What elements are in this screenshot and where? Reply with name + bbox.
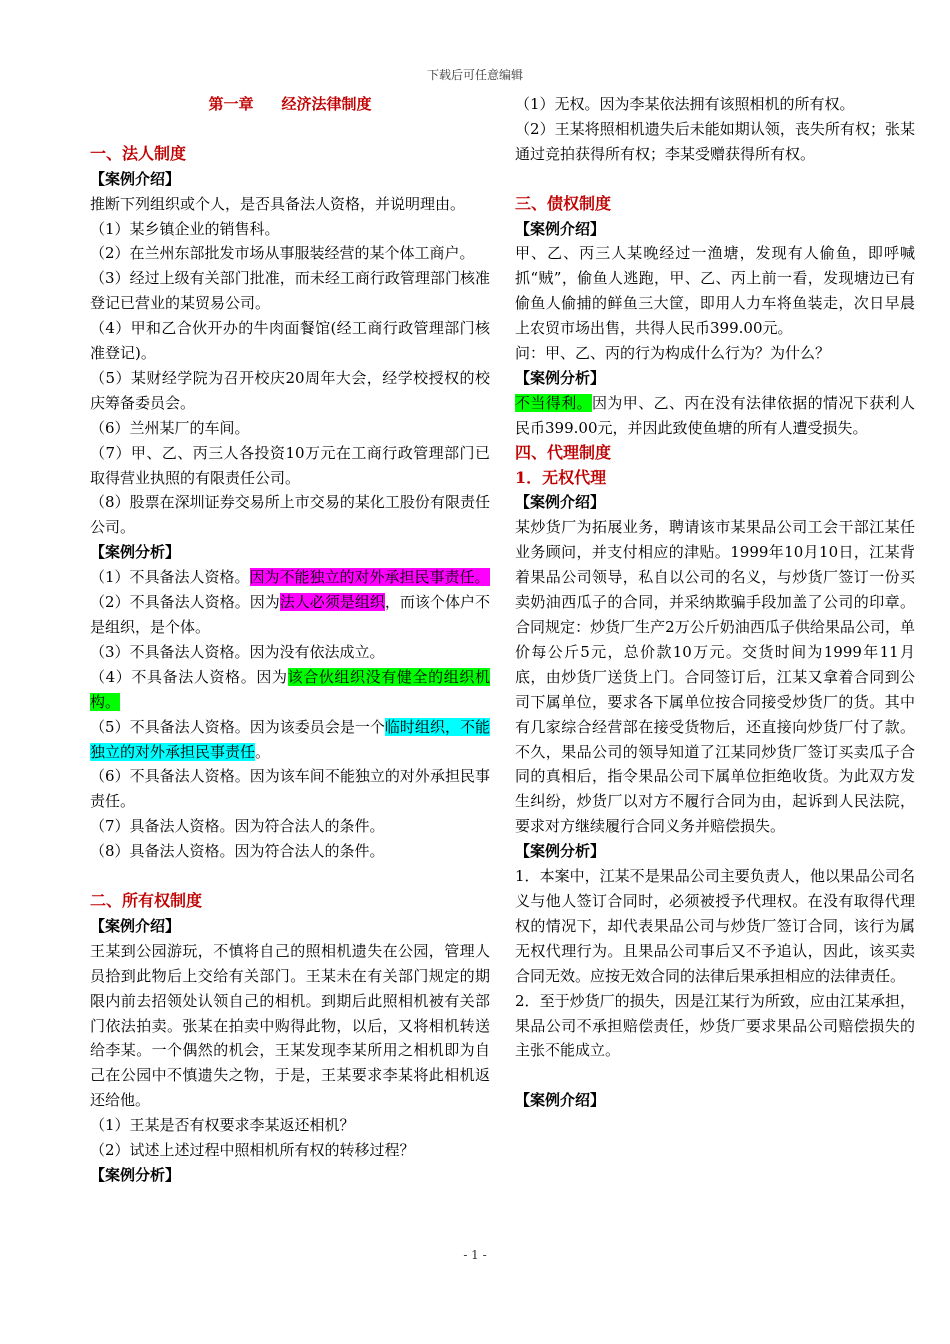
analysis-item-4: （4）不具备法人资格。因为该合伙组织没有健全的组织机构。 <box>90 667 490 711</box>
analysis-item-6: （6）不具备法人资格。因为该车间不能独立的对外承担民事责任。 <box>90 767 490 811</box>
analysis-item: （2）王某将照相机遗失后未能如期认领，丧失所有权；张某通过竞拍获得所有权；李某受赠获得所有权。 <box>515 119 915 163</box>
section-heading-ownership: 二、所有权制度 <box>90 890 203 910</box>
case-item: （1）某乡镇企业的销售科。 <box>90 219 280 238</box>
case-question: 问：甲、乙、丙的行为构成什么行为？为什么？ <box>515 344 831 363</box>
analysis-item-8: （8）具备法人资格。因为符合法人的条件。 <box>90 842 385 861</box>
case-item: （4）甲和乙合伙开办的牛肉面餐馆(经工商行政管理部门核准登记)。 <box>90 319 490 363</box>
analysis-item: 不当得利。因为甲、乙、丙在没有法律依据的情况下获利人民币399.00元，并因此致使鱼塘的所有人遭受损失。 <box>515 393 915 437</box>
case-item: （2）在兰州东部批发市场从事服装经营的某个体工商户。 <box>90 244 475 263</box>
case-analysis-tag: 【案例分析】 <box>515 368 606 387</box>
case-item: （5）某财经学院为召开校庆20周年大会，经学校授权的校庆筹备委员会。 <box>90 368 490 412</box>
highlight-green: 该合伙组织没有健全的组织机构。 <box>90 667 490 711</box>
highlight-green: 不当得利。 <box>515 393 592 412</box>
chapter-number: 第一章 <box>208 95 254 113</box>
section-heading-creditor: 三、债权制度 <box>515 193 612 213</box>
case-intro-tag: 【案例介绍】 <box>515 493 606 512</box>
case-item: （8）股票在深圳证券交易所上市交易的某化工股份有限责任公司。 <box>90 493 490 537</box>
section-heading-agency: 四、代理制度 <box>515 442 612 462</box>
subsection-heading: 1．无权代理 <box>515 467 607 487</box>
analysis-item: 1．本案中，江某不是果品公司主要负责人，他以果品公司名义与他人签订合同时，必须被授予代理权。在没有取得代理权的情况下，却代表果品公司与炒货厂签订合同，该行为属无权代理行为。且果品公司事后又不予追认，因此，该买卖合同无效。应按无效合同的法律后果承担相应的法律责任。 <box>515 867 915 985</box>
case-analysis-tag: 【案例分析】 <box>90 543 181 562</box>
case-question: （2）试述上述过程中照相机所有权的转移过程？ <box>90 1141 415 1160</box>
case-intro-tag: 【案例介绍】 <box>515 219 606 238</box>
right-column <box>515 92 915 1113</box>
analysis-item: 2．至于炒货厂的损失，因是江某行为所致，应由江某承担，果品公司不承担赔偿责任，炒货厂要求果品公司赔偿损失的主张不能成立。 <box>515 991 915 1060</box>
case-question: （1）王某是否有权要求李某返还相机？ <box>90 1116 355 1135</box>
case-item: （7）甲、乙、丙三人各投资10万元在工商行政管理部门已取得营业执照的有限责任公司。 <box>90 443 490 487</box>
case-analysis-tag: 【案例分析】 <box>515 842 606 861</box>
case-item: （3）经过上级有关部门批准，而未经工商行政管理部门核准登记已营业的某贸易公司。 <box>90 269 490 313</box>
case-intro-text: 王某到公园游玩，不慎将自己的照相机遗失在公园，管理人员拾到此物后上交给有关部门。王某未在有关部门规定的期限内前去招领处认领自己的相机。到期后此照相机被有关部门依法拍卖。张某在拍卖中购得此物，以后，又将相机转送给李某。一个偶然的机会，王某发现李某所用之相机即为自己在公园中不慎遗失之物，于是，王某要求李某将此相机返还给他。 <box>90 941 490 1110</box>
page-number: - 1 - <box>463 1248 487 1262</box>
highlight-magenta: 法人必须是组织 <box>279 593 385 612</box>
analysis-item-3: （3）不具备法人资格。因为没有依法成立。 <box>90 642 385 661</box>
analysis-item-5: （5）不具备法人资格。因为该委员会是一个临时组织，不能独立的对外承担民事责任。 <box>90 717 490 761</box>
case-intro-text: 甲、乙、丙三人某晚经过一渔塘，发现有人偷鱼，即呼喊抓“贼”，偷鱼人逃跑，甲、乙、丙上前一看，发现塘边已有偷鱼人偷捕的鲜鱼三大筐，即用人力车将鱼装走，次日早晨上农贸市场出售，共得人民币399.00元。 <box>515 244 915 338</box>
header-note: 下载后可任意编辑 <box>426 68 523 82</box>
case-intro-tag: 【案例介绍】 <box>90 916 181 935</box>
highlight-magenta: 因为不能独立的对外承担民事责任。 <box>249 568 490 587</box>
analysis-item-7: （7）具备法人资格。因为符合法人的条件。 <box>90 817 385 836</box>
left-column <box>90 92 490 1188</box>
case-intro-tag: 【案例介绍】 <box>515 1091 606 1110</box>
chapter-title <box>90 92 490 117</box>
analysis-item-1: （1）不具备法人资格。因为不能独立的对外承担民事责任。 <box>90 568 490 587</box>
highlight-cyan: 临时组织，不能独立的对外承担民事责任 <box>90 717 490 761</box>
case-analysis-tag: 【案例分析】 <box>90 1165 181 1184</box>
case-intro-tag: 【案例介绍】 <box>90 169 181 188</box>
analysis-item-2: （2）不具备法人资格。因为法人必须是组织，而该个体户不是组织，是个体。 <box>90 593 490 637</box>
case-intro-text: 推断下列组织或个人，是否具备法人资格，并说明理由。 <box>90 194 466 213</box>
analysis-item: （1）无权。因为李某依法拥有该照相机的所有权。 <box>515 95 855 113</box>
section-heading-legal-person: 一、法人制度 <box>90 143 187 163</box>
case-item: （6）兰州某厂的车间。 <box>90 418 250 437</box>
case-intro-text: 某炒货厂为拓展业务，聘请该市某果品公司工会干部江某任业务顾问，并支付相应的津贴。1999年10月10日，江某背着果品公司领导，私自以公司的名义，与炒货厂签订一份买卖奶油西瓜子的合同，并采纳欺骗手段加盖了公司的印章。合同规定：炒货厂生产2万公斤奶油西瓜子供给果品公司，单价每公斤5元，总价款10万元。交货时间为1999年11月底，由炒货厂送货上门。合同签订后，江某又拿着合同到公司下属单位，要求各下属单位按合同接受炒货厂的货。其中有几家综合经营部在接受货物后，还直接向炒货厂付了款。不久，果品公司的领导知道了江某同炒货厂签订买卖瓜子合同的真相后，指令果品公司下属单位拒绝收货。为此双方发生纠纷，炒货厂以对方不履行合同为由，起诉到人民法院，要求对方继续履行合同义务并赔偿损失。 <box>515 518 915 836</box>
chapter-name: 经济法律制度 <box>281 95 372 113</box>
